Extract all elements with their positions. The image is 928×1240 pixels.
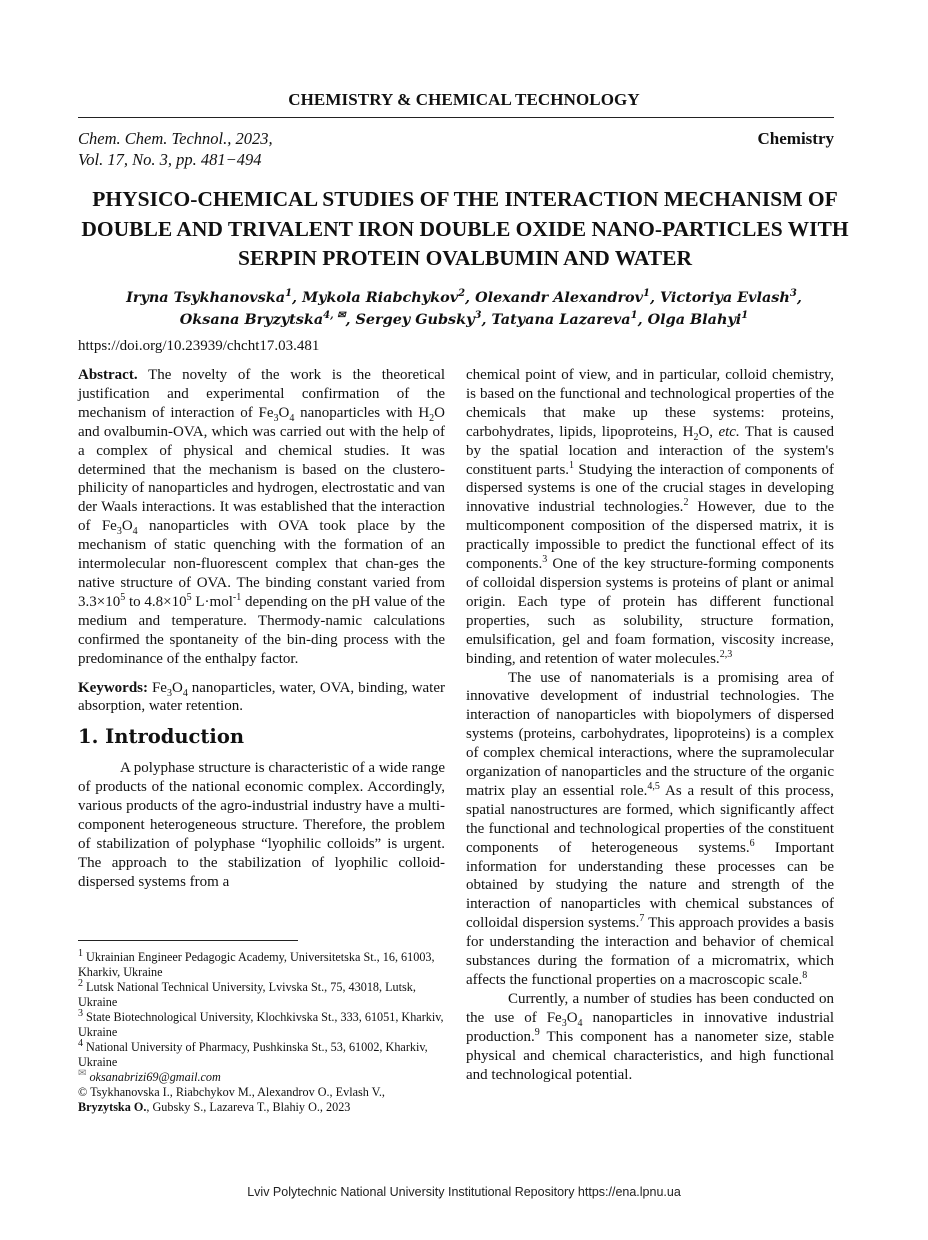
author-affiliation: 1 [285,288,293,300]
body-text: Studying the interaction of components of dispersed systems is one of the crucial stages in developing innovative industrial technologies. [466,461,835,516]
repository-footer: Lviv Polytechnic National University Institutional Repository https://ena.lpnu.ua [247,1185,681,1199]
reference-marker: 4,5 [647,780,660,792]
author: Tatyana Lazareva [491,311,631,328]
abstract-label: Abstract. [78,367,138,383]
author: Olexandr Alexandrov [475,289,644,306]
subscript: 2 [429,412,435,424]
corresponding-email[interactable]: oksanabrizi69@gmail.com [89,1070,221,1084]
body-paragraph [466,990,834,1085]
abstract [78,366,445,669]
author-affiliation: 3 [474,310,482,322]
subscript: 3 [561,1017,567,1029]
subscript: 3 [166,687,172,699]
reference-marker: 3 [542,554,548,566]
citation-line-1: Chem. Chem. Technol., 2023, [78,129,273,148]
reference-marker: 1 [569,459,575,471]
keywords-text: Fe [148,679,167,696]
footnote-text: State Biotechnological University, Klochkivska St., 333, 61051, Kharkiv, Ukraine [78,1010,444,1039]
footnote-rule [78,940,298,941]
keywords-label: Keywords: [78,679,148,696]
copyright [78,1085,445,1100]
subscript: 4 [132,526,138,538]
subscript: 2 [693,431,699,443]
subscript: 3 [116,526,122,538]
body-text: That is caused by the spatial location and interaction of the system's constituent parts. [466,423,834,478]
footnote [78,1037,445,1070]
footnote-number: 2 [78,977,83,989]
footnote-text: Ukrainian Engineer Pedagogic Academy, Universitetska St., 16, 61003, Kharkiv, Ukraine [78,950,435,979]
body-text: Important information for understanding these processes can be obtained by studying the nature and strength of the interaction of nanoparticles with chemical substances of colloidal dispersion systems. [466,839,835,932]
abstract-text: O and ovalbumin-OVA, which was carried out with the help of a complex of physical and chemical studies. It was determined that the mechanism is based on the clustero-philicity of nanoparticles and hydrogen, electrostatic and van der Waals interactions. It was established that the interaction of Fe [78,404,445,535]
body-paragraph [466,366,834,669]
copyright-author: Bryzytska O. [78,1100,147,1114]
intro-paragraph: A polyphase structure is characteristic of a wide range of products of the national economic complex. Accordingly, various products of the agro-industrial industry have a multi-component heterogeneous structure. Therefore, the problem of stabilization of polyphase “lyophilic colloids” is urgent. The approach to the stabilization of lyophilic colloid-dispersed systems from a [78,760,445,890]
reference-marker: 2,3 [719,648,733,660]
author: Oksana Bryzytska [179,311,324,328]
subscript: 4 [577,1017,583,1029]
body-text: The use of nanomaterials is a promising area of innovative development of industrial technologies. The interaction of nanoparticles with biopolymers of dispersed systems (proteins, carbohydrates, lipoproteins) is a complex of complex chemical interactions, where the supramolecular organization of nanoparticles and the structure of the organic matrix play an essential role. [466,669,834,799]
section-label: Chemistry [757,129,834,148]
superscript: -1 [232,591,242,603]
footnote-email [78,1067,445,1085]
abstract-text: O [121,518,133,535]
citation-line-2: Vol. 17, No. 3, pp. 481−494 [78,150,262,169]
footnote [78,1007,445,1040]
footnote [78,977,445,1010]
journal-name: CHEMISTRY & CHEMICAL TECHNOLOGY [288,90,640,109]
author-list: Iryna Tsykhanovska$^1$, Mykola Riabchykov$^2$, Olexandr Alexandrov$^1$, Victoriya Evlash$^3$, Oksana Bryzytska$^{4, ✉}$, Sergey Gubsky$^3$, Tatyana Lazareva$^1$, Olga Blahyi$^1$ [126,288,802,328]
abstract-text: depending on the pH value of the medium and temperature. Thermody-namic calculations confirmed the spontaneity of the bin-ding process with the predominance of the enthalpy factor. [78,593,445,667]
author: Iryna Tsykhanovska [126,289,286,306]
body-text: This approach provides a basis for understanding the interaction and behavior of chemical substances during the formation of a micromatrix, which affects the functional properties on a macroscopic scale. [466,915,835,988]
envelope-icon: ✉ [78,1067,87,1079]
copyright-text: , Gubsky S., Lazareva T., Blahiy O., 2023 [146,1100,351,1114]
reference-marker: 9 [534,1026,540,1038]
body-text: O [566,1009,578,1026]
author: Mykola Riabchykov [302,289,459,306]
body-paragraph [466,669,834,990]
reference-marker: 7 [639,913,645,925]
author: Olga Blahyi [647,311,742,328]
footnote-number: 4 [78,1037,83,1049]
doi-link[interactable]: https://doi.org/10.23939/chcht17.03.481 [78,338,320,354]
paper-title: PHYSICO-CHEMICAL STUDIES OF THE INTERACTION MECHANISM OF DOUBLE AND TRIVALENT IRON DOUBLE OXIDE NANO-PARTICLES WITH SERPIN PROTEIN OVALBUMIN AND WATER [81,187,849,270]
abstract-text: nanoparticles with H [294,404,430,421]
body-text: etc. [718,423,740,440]
body-text: O, [698,423,719,440]
author-affiliation: 2 [458,288,466,300]
reference-marker: 6 [749,837,755,849]
footnote-text: Lutsk National Technical University, Lvivska St., 75, 43018, Lutsk, Ukraine [78,980,416,1009]
abstract-text: nanoparticles with OVA took place by the mechanism of static quenching with the formation of an intermolecular non-fluorescent complex that chan-ges the native structure of OVA. The binding constant varied from 3.3×10 [78,518,445,610]
author: Victoriya Evlash [660,289,790,306]
left-column [78,366,445,892]
footnotes [78,947,445,1115]
author-affiliation: 1 [630,310,638,322]
author-affiliation: 4, ✉ [323,310,346,322]
body-text: However, due to the multicomponent composition of the dispersed matrix, it is practically impossible to predict the functional effect of its components. [466,499,834,573]
subscript: 4 [182,687,188,699]
keywords [78,679,445,717]
section-heading-introduction: 1. Introduction [78,725,245,749]
body-text: nanoparticles in innovative industrial production. [466,1009,834,1045]
superscript: 5 [120,591,126,603]
reference-marker: 8 [802,970,808,981]
superscript: 5 [186,591,192,603]
abstract-text: O [278,404,290,421]
author: Sergey Gubsky [355,311,475,328]
subscript: 4 [289,412,295,424]
copyright-text: © Tsykhanovska I., Riabchykov M., Alexandrov O., Evlash V., [78,1085,385,1099]
subscript: 3 [273,412,279,424]
footnote-number: 3 [78,1007,83,1019]
abstract-text: The novelty of the work is the theoretical justification and experimental confirmation of the mechanism of interaction of Fe [78,367,445,421]
keywords-text: nanoparticles, water, OVA, binding, water absorption, water retention. [78,679,446,715]
footnote [78,947,445,980]
author-affiliation: 3 [789,288,797,300]
body-text: chemical point of view, and in particular, colloid chemistry, is based on the functional and technological properties of the chemicals that make up these systems: proteins, carbohydrates, lipids, lipoproteins, H [466,367,834,440]
abstract-text: to 4.8×10 [125,593,187,610]
abstract-text: L·mol [191,593,233,610]
reference-marker: 2 [683,497,689,509]
copyright [78,1100,445,1115]
citation [78,128,273,170]
footnote-number: 1 [78,947,83,959]
footnote-text: National University of Pharmacy, Pushkinska St., 53, 61002, Kharkiv, Ukraine [78,1040,428,1069]
body-text: Currently, a number of studies has been conducted on the use of Fe [466,990,834,1026]
author-affiliation: 1 [643,288,650,300]
body-text: As a result of this process, spatial nanostructures are formed, which significantly affect the functional and technological properties of the constituent components of heterogeneous systems. [466,782,834,856]
body-text: This component has a nanometer size, stable physical and chemical characteristics, and high functional and technological potential. [466,1028,834,1083]
author-affiliation: 1 [741,310,749,322]
keywords-text: O [171,679,183,696]
right-column [466,366,834,1084]
header-rule [78,117,834,118]
body-text: One of the key structure-forming components of colloidal dispersion systems is proteins of plant or animal origin. Each type of protein has different functional properties, such as solubility, structure formation, emulsification, gel and foam formation, viscosity increase, binding, and retention of water molecules. [466,556,834,667]
